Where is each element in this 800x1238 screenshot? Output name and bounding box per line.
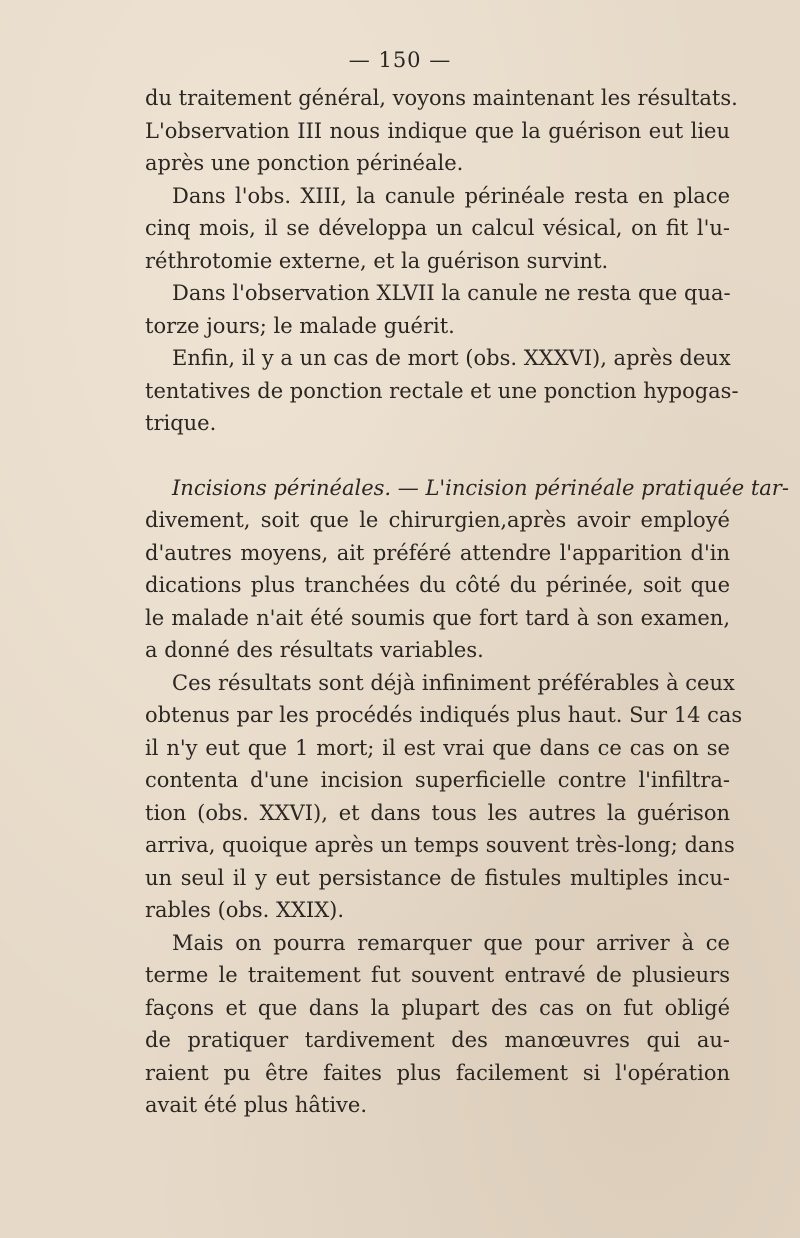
text-line: torze jours; le malade guérit. <box>145 313 455 338</box>
paragraph <box>145 277 730 342</box>
text-line: L'observation III nous indique que la guérison eut lieu <box>145 118 730 143</box>
text-line: Enfin, il y a un cas de mort (obs. XXXVI), après deux <box>172 346 731 370</box>
text-line <box>145 472 789 505</box>
text-line: d'autres moyens, ait préféré attendre l'apparition d'in <box>145 540 730 565</box>
paragraph <box>145 342 739 440</box>
text-line: tentatives de ponction rectale et une ponction hypogas- <box>145 378 739 403</box>
text-line: contenta d'une incision superficielle contre l'infiltra- <box>145 768 730 792</box>
section-heading: Incisions périnéales. — <box>172 475 419 500</box>
text-line: raient pu être faites plus facilement si l'opération <box>145 1060 730 1085</box>
text-line: trique. <box>145 411 217 435</box>
text-line: façons et que dans la plupart des cas on fut obligé <box>145 995 730 1020</box>
body-text <box>145 82 789 1122</box>
text-line: réthrotomie externe, et la guérison survint. <box>145 248 609 273</box>
paragraph <box>145 82 738 180</box>
text-line: il n'y eut que 1 mort; il est vrai que dans ce cas on se <box>145 735 730 760</box>
text-line: a donné des résultats variables. <box>145 638 484 662</box>
text-line: après une ponction périnéale. <box>145 151 464 175</box>
text-line: un seul il y eut persistance de fistules multiples incu- <box>145 865 730 890</box>
text-line: divement, soit que le chirurgien,après avoir employé <box>145 508 730 532</box>
section-gap <box>145 440 730 472</box>
text-line: arriva, quoique après un temps souvent très-long; dans <box>145 833 735 857</box>
text-line: tion (obs. XXVI), et dans tous les autres la guérison <box>145 800 730 825</box>
paragraph <box>145 667 743 927</box>
text-line: avait été plus hâtive. <box>145 1093 368 1117</box>
page-number: — 150 — <box>348 48 452 72</box>
text-line: dications plus tranchées du côté du périnée, soit que <box>145 573 730 597</box>
text-line: rables (obs. XXIX). <box>145 898 345 922</box>
text-line: cinq mois, il se développa un calcul vésical, on fit l'u- <box>145 216 730 240</box>
text-line: le malade n'ait été soumis que fort tard à son examen, <box>145 605 730 630</box>
text-fragment: L'incision périnéale pratiquée tar- <box>425 475 789 500</box>
text-line: Dans l'obs. XIII, la canule périnéale resta en place <box>172 183 730 208</box>
text-line: de pratiquer tardivement des manœuvres qui au- <box>145 1028 730 1052</box>
paragraph <box>145 472 789 667</box>
text-line: Mais on pourra remarquer que pour arriver à ce <box>172 930 730 955</box>
text-line: Ces résultats sont déjà infiniment préférables à ceux <box>172 670 735 695</box>
paragraph <box>145 180 730 278</box>
paragraph <box>145 927 730 1122</box>
text-line: obtenus par les procédés indiqués plus haut. Sur 14 cas <box>145 703 743 727</box>
text-line: terme le traitement fut souvent entravé de plusieurs <box>145 963 730 987</box>
text-line: du traitement général, voyons maintenant les résultats. <box>145 86 738 110</box>
text-line: Dans l'observation XLVII la canule ne resta que qua- <box>172 281 731 305</box>
